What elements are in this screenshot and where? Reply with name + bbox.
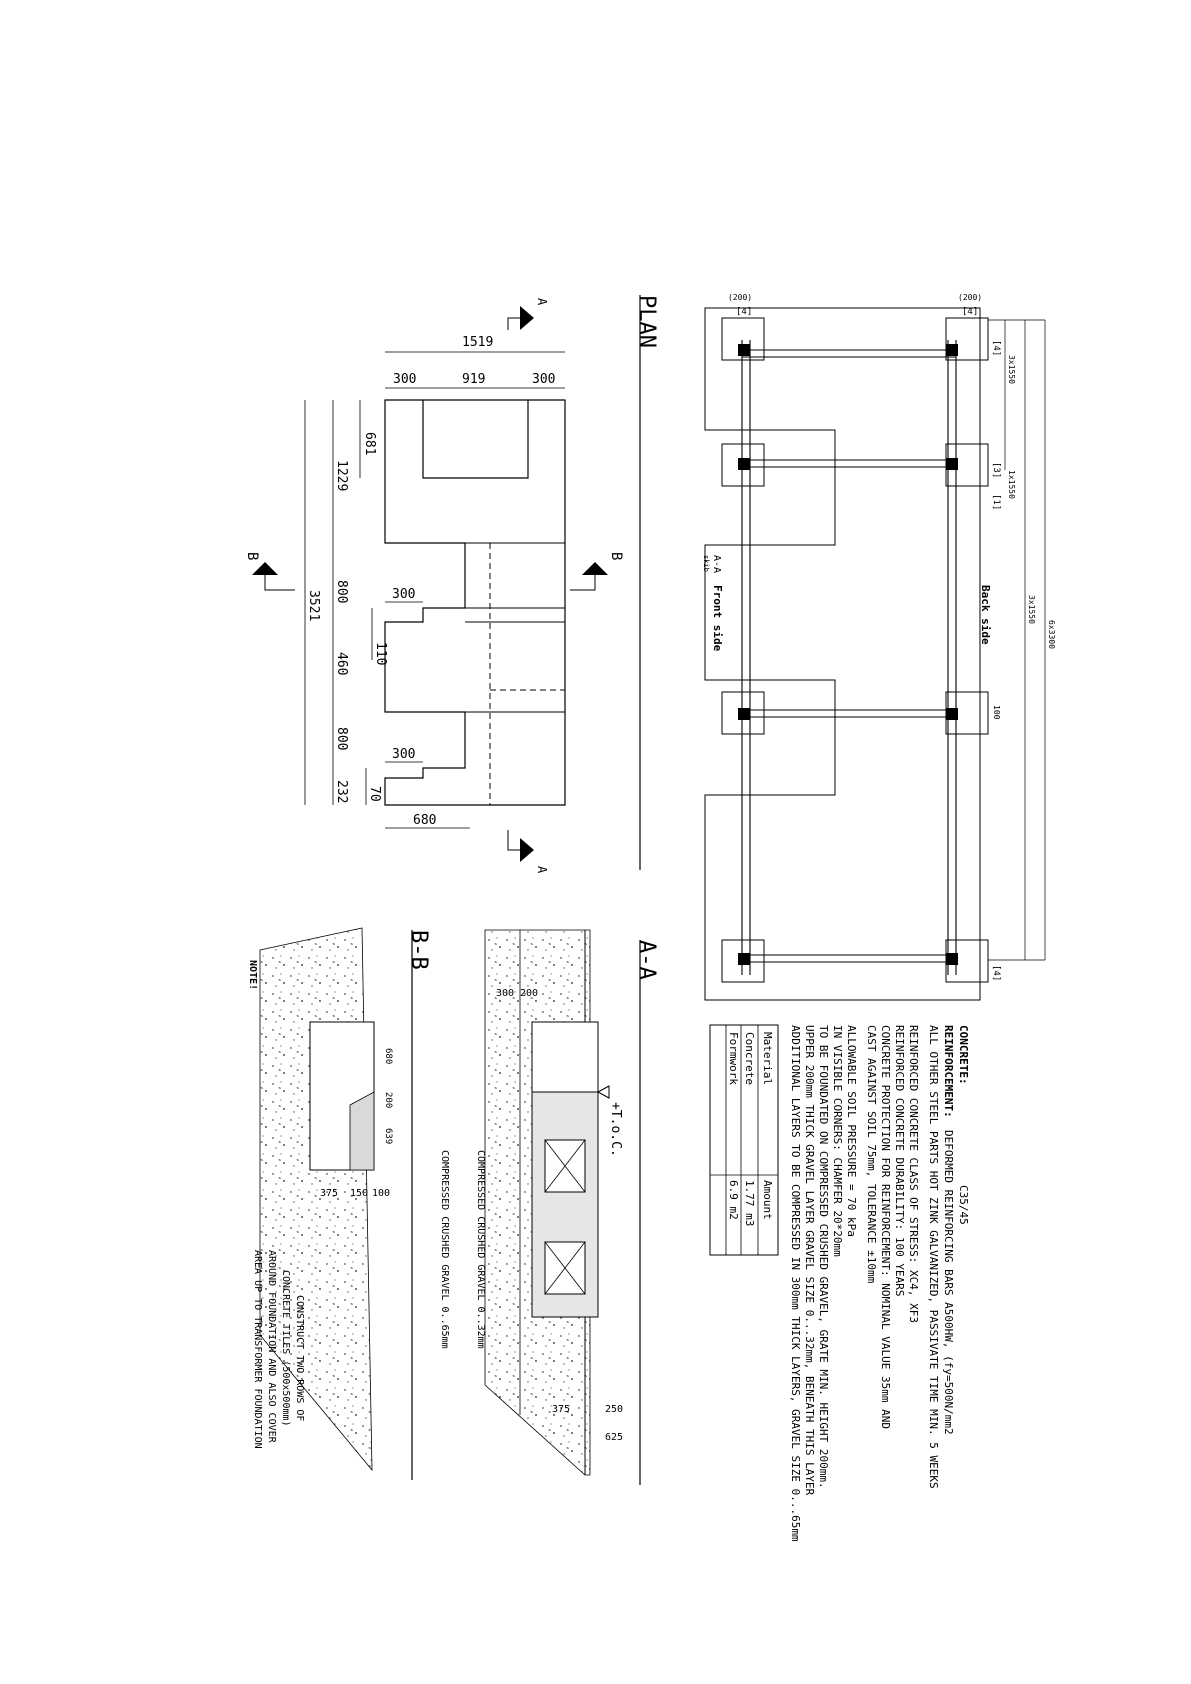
- rebar-dim-total: 6x3300: [1047, 620, 1056, 649]
- bar-label-4-d: [4]: [991, 965, 1001, 982]
- rebar-outline: [705, 308, 980, 1000]
- rebar-dim-long: 3x1550: [1027, 595, 1036, 624]
- rebar-nodes: [738, 344, 958, 965]
- dim-800-b: 800: [334, 727, 349, 751]
- rebar-dim-top: 3x1550: [1007, 355, 1016, 384]
- toc-marker: [598, 1086, 609, 1098]
- section-a-bottom-label: A: [535, 866, 549, 874]
- section-a-top-label: A: [535, 298, 549, 306]
- bb-dim-639: 639: [383, 1128, 393, 1145]
- bb-chamfer: [350, 1092, 374, 1170]
- aa-view-label: A-A: [711, 555, 722, 574]
- dim-232: 232: [334, 780, 349, 804]
- section-b-left-leader: [265, 575, 295, 590]
- reinforcement-view: [702, 293, 1056, 1000]
- section-b-left-arrow: [252, 562, 278, 575]
- dim-800-a: 800: [334, 580, 349, 604]
- dim-300-notch2: 300: [392, 747, 416, 762]
- section-b-right-leader: [570, 575, 595, 590]
- dim-300-right: 300: [532, 372, 556, 387]
- note-corners: IN VISIBLE CORNERS: CHAMFER 20*20mm: [831, 1025, 844, 1257]
- table-cell-material-2: Formwork: [727, 1032, 740, 1085]
- aa-dim-625: 625: [605, 1432, 624, 1443]
- note-concrete-label: CONCRETE:: [957, 1025, 970, 1085]
- section-a-bottom-leader: [508, 830, 520, 850]
- note-stress: REINFORCED CONCRETE CLASS OF STRESS: XC4, XF3: [907, 1025, 920, 1324]
- note-upper: UPPER 200mm THICK GRAVEL LAYER GRAVEL SIZE 0...32mm, BENEATH THIS LAYER: [803, 1025, 816, 1496]
- aa-view-sub: skib: [702, 555, 710, 572]
- dim-680: 680: [413, 813, 437, 828]
- note-steel: ALL OTHER STEEL PARTS HOT ZINK GALVANIZED, PASSIVATE TIME MIN. 5 WEEKS: [927, 1025, 940, 1489]
- gravel-65-label: COMPRESSED CRUSHED GRAVEL 0..65mm: [439, 1150, 450, 1349]
- aa-dim-200: 200: [520, 988, 539, 999]
- plan-inner-lines: [465, 543, 565, 712]
- dim-460: 460: [334, 652, 349, 676]
- note-reinf-label: REINFORCEMENT:: [942, 1025, 955, 1118]
- section-bb-title: B-B: [406, 930, 431, 970]
- section-a-top-leader: [508, 318, 520, 330]
- table-cell-material-1: Concrete: [743, 1032, 756, 1085]
- note-additional: ADDITIONAL LAYERS TO BE COMPRESSED IN 300mm THICK LAYERS, GRAVEL SIZE 0...65mm: [789, 1025, 802, 1542]
- section-a-top-arrow: [520, 306, 534, 330]
- section-b-left-label: B: [244, 552, 260, 561]
- dim-300-notch1: 300: [392, 587, 416, 602]
- note-concrete-value: C35/45: [957, 1185, 970, 1225]
- plan-outline: [385, 400, 565, 805]
- aa-upper-block: [532, 1022, 598, 1092]
- section-aa: [439, 930, 659, 1485]
- bar-label-3: [3]: [991, 462, 1001, 479]
- gravel-32-label: COMPRESSED CRUSHED GRAVEL 0..32mm: [475, 1150, 486, 1349]
- dim-70: 70: [367, 786, 382, 802]
- bb-dim-100: 100: [372, 1188, 391, 1199]
- note-cast: CAST AGAINST SOIL 75mm, TOLERANCE ±10mm: [865, 1025, 878, 1284]
- rebar-dim-mid: 1x1550: [1007, 470, 1016, 499]
- dim-1229: 1229: [334, 460, 349, 492]
- bb-dim-200: 200: [383, 1092, 393, 1109]
- dim-919: 919: [462, 372, 486, 387]
- section-b-right-arrow: [582, 562, 608, 575]
- note-title: NOTE!: [247, 960, 258, 991]
- plan-view: [244, 295, 659, 874]
- rebar-dim-small: 100: [992, 705, 1001, 720]
- note-reinf-value: DEFORMED REINFORCING BARS A500HW, (fy=500N/mm2: [942, 1130, 955, 1435]
- dim-300-left: 300: [393, 372, 417, 387]
- section-b-right-label: B: [608, 552, 624, 561]
- bb-dim-375: 375: [320, 1188, 339, 1199]
- notes-block: [789, 1025, 970, 1542]
- plan-title: PLAN: [634, 295, 659, 348]
- bb-dim-680: 680: [383, 1048, 393, 1065]
- note-line-4: AREA UP TO TRANSFORMER FOUNDATION: [252, 1250, 263, 1449]
- bb-dim-150: 150: [350, 1188, 369, 1199]
- back-side-label: Back side: [979, 585, 992, 645]
- rebar-bars: [742, 340, 956, 975]
- bar-label-4-b: [4]: [962, 307, 979, 317]
- table-header-material: Material: [761, 1032, 774, 1085]
- toc-label: +T.o.C.: [608, 1102, 623, 1157]
- note-durability: REINFORCED CONCRETE DURABILITY: 100 YEARS: [893, 1025, 906, 1297]
- aa-dim-250: 250: [605, 1404, 624, 1415]
- dim-681: 681: [362, 432, 377, 456]
- plan-hidden-lines: [490, 543, 565, 805]
- note-protection: CONCRETE PROTECTION FOR REINFORCEMENT: NOMINAL VALUE 35mm AND: [879, 1025, 892, 1429]
- note-line-2: CONCRETE TILES (500x500mm): [280, 1270, 291, 1427]
- table-cell-amount-1: 1.77 m3: [743, 1180, 756, 1227]
- note-founded: TO BE FOUNDATED ON COMPRESSED CRUSHED GRAVEL, GRATE MIN. HEIGHT 200mm.: [817, 1025, 830, 1489]
- dim-110: 110: [373, 642, 388, 666]
- note-soil: ALLOWABLE SOIL PRESSURE = 70 kPa: [845, 1025, 858, 1237]
- section-a-bottom-arrow: [520, 838, 534, 862]
- table-cell-amount-2: 6.9 m2: [727, 1180, 740, 1220]
- note-line-3: AROUND FOUNDATION AND ALSO COVER: [266, 1250, 277, 1443]
- material-table: [710, 1025, 778, 1255]
- bar-label-4-c: [4]: [991, 340, 1001, 357]
- bar-label-1: [1]: [991, 494, 1001, 511]
- section-aa-title: A-A: [634, 940, 659, 980]
- aa-dim-300: 300: [496, 988, 515, 999]
- bar-label-200-right: (200): [958, 293, 983, 302]
- dim-1519: 1519: [462, 335, 494, 350]
- table-header-amount: Amount: [761, 1180, 774, 1220]
- bar-label-200-left: (200): [728, 293, 753, 302]
- note-line-1: CONSTRUCT TWO ROWS OF: [294, 1295, 305, 1422]
- rebar-dim-chain: [988, 320, 1045, 960]
- dim-3521: 3521: [306, 590, 321, 622]
- bar-label-4-a: [4]: [736, 307, 753, 317]
- aa-dim-375: 375: [552, 1404, 571, 1415]
- front-side-label: Front side: [711, 585, 724, 652]
